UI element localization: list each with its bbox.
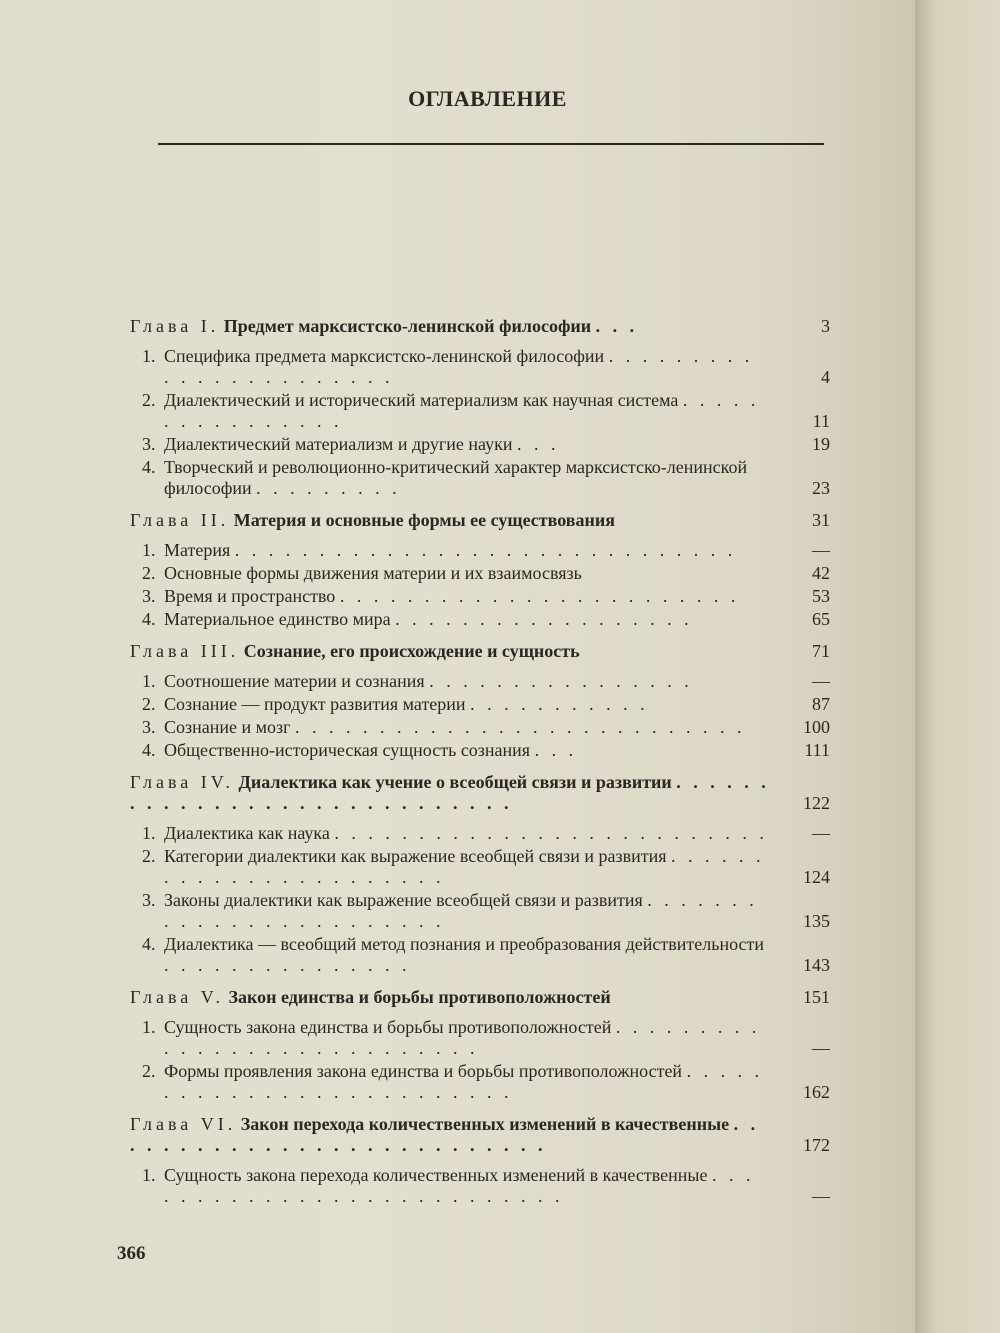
dot-leader: . . . . . . . . . . . . . . . . . . . . . . . . . . . . bbox=[164, 1017, 761, 1058]
item-title: Основные формы движения материи и их взаимосвязь bbox=[164, 563, 582, 583]
toc-item bbox=[130, 671, 830, 692]
item-title: Сознание и мозг bbox=[164, 717, 291, 737]
item-page-number: 53 bbox=[812, 586, 830, 606]
page-title: ОГЛАВЛЕНИЕ bbox=[408, 86, 567, 111]
chapter-lead: Глава I. bbox=[130, 316, 220, 336]
item-title: Время и пространство bbox=[164, 586, 336, 606]
item-page-number: 23 bbox=[812, 478, 830, 498]
chapter-lead: Глава III. bbox=[130, 641, 240, 661]
facing-page-edge bbox=[915, 0, 1000, 1333]
toc-item bbox=[130, 434, 830, 455]
dot-leader: . . . bbox=[595, 316, 639, 336]
item-number: 2. bbox=[142, 563, 156, 583]
toc-chapter bbox=[130, 1114, 830, 1207]
dot-leader: . . . . . . . . . . . . . . . . . . . . . . . . . . bbox=[334, 823, 768, 843]
item-title: Материальное единство мира bbox=[164, 609, 391, 629]
item-page-number: — bbox=[812, 540, 830, 560]
item-page-number: — bbox=[812, 1186, 830, 1206]
toc-item bbox=[130, 457, 830, 499]
item-number: 3. bbox=[142, 890, 156, 910]
item-number: 1. bbox=[142, 1165, 156, 1185]
toc-item bbox=[130, 609, 830, 630]
chapter-lead: Глава VI. bbox=[130, 1114, 237, 1134]
toc-item bbox=[130, 717, 830, 738]
item-title: Соотношение материи и сознания bbox=[164, 671, 425, 691]
toc-chapter bbox=[130, 987, 830, 1103]
toc-item bbox=[130, 1017, 830, 1059]
item-title: Формы проявления закона единства и борьбы противоположностей bbox=[164, 1061, 683, 1081]
toc-item bbox=[130, 934, 830, 976]
item-number: 3. bbox=[142, 586, 156, 606]
item-page-number: 135 bbox=[803, 911, 830, 931]
toc-item bbox=[130, 586, 830, 607]
toc-chapter-heading bbox=[130, 772, 830, 814]
toc-item bbox=[130, 390, 830, 432]
item-number: 2. bbox=[142, 846, 156, 866]
chapter-lead: Глава V. bbox=[130, 987, 224, 1007]
dot-leader: . . . . . . . . . bbox=[256, 478, 401, 498]
item-number: 4. bbox=[142, 457, 156, 477]
chapter-title: Закон единства и борьбы противоположностей bbox=[228, 987, 611, 1007]
page-number: 366 bbox=[117, 1243, 146, 1264]
item-title: Материя bbox=[164, 540, 231, 560]
item-title: Диалектика — всеобщий метод познания и преобразования действительности bbox=[164, 934, 765, 954]
dot-leader: . . . . . . . . . . . . . . . . . . . . . . . . bbox=[164, 890, 758, 931]
dot-leader: . . . bbox=[516, 434, 560, 454]
item-number: 2. bbox=[142, 390, 156, 410]
item-number: 1. bbox=[142, 823, 156, 843]
item-page-number: — bbox=[812, 1038, 830, 1058]
item-number: 1. bbox=[142, 346, 156, 366]
dot-leader: . . . . . . . . . . . bbox=[470, 694, 649, 714]
toc-item bbox=[130, 1061, 830, 1103]
dot-leader: . . . . . . . . . . . . . . . . bbox=[164, 390, 760, 431]
dot-leader: . . . . . . . . . . . . . . . . . . . . . . . . bbox=[339, 586, 740, 606]
item-title: Диалектический и исторический материализм как научная система bbox=[164, 390, 679, 410]
dot-leader: . . . . . . . . . . . . . . . . . . . . . . . . . . . bbox=[164, 1165, 755, 1206]
item-title: Творческий и революционно-критический характер марксистско-ленинской философии bbox=[164, 457, 748, 498]
table-of-contents bbox=[130, 316, 830, 1209]
item-title: Законы диалектики как выражение всеобщей связи и развития bbox=[164, 890, 643, 910]
dot-leader: . . . . . . . . . . . . . . . . . . . . . . . . . . bbox=[164, 1061, 764, 1102]
dot-leader: . . . . . . . . . . . . . . . bbox=[164, 955, 411, 975]
toc-item bbox=[130, 563, 830, 584]
chapter-lead: Глава IV. bbox=[130, 772, 234, 792]
chapter-page-number: 31 bbox=[812, 510, 830, 530]
toc-item bbox=[130, 540, 830, 561]
item-number: 4. bbox=[142, 934, 156, 954]
item-number: 2. bbox=[142, 1061, 156, 1081]
item-page-number: 100 bbox=[803, 717, 830, 737]
item-title: Сознание — продукт развития материи bbox=[164, 694, 466, 714]
item-title: Диалектика как наука bbox=[164, 823, 330, 843]
item-page-number: 111 bbox=[804, 740, 830, 760]
chapter-page-number: 172 bbox=[803, 1135, 830, 1155]
item-page-number: 87 bbox=[812, 694, 830, 714]
item-page-number: 19 bbox=[812, 434, 830, 454]
toc-chapter bbox=[130, 510, 830, 630]
toc-chapter bbox=[130, 641, 830, 761]
chapter-page-number: 151 bbox=[803, 987, 830, 1007]
dot-leader: . . . . . . . . . . . . . . . . . . . . . . . bbox=[164, 846, 765, 887]
toc-item bbox=[130, 694, 830, 715]
item-page-number: — bbox=[812, 823, 830, 843]
item-number: 3. bbox=[142, 717, 156, 737]
toc-chapter-heading bbox=[130, 510, 830, 531]
item-page-number: 42 bbox=[812, 563, 830, 583]
item-number: 3. bbox=[142, 434, 156, 454]
item-number: 1. bbox=[142, 671, 156, 691]
dot-leader: . . . . . . . . . . . . . . . . . . . . . . . . . . . bbox=[295, 717, 746, 737]
toc-chapter-heading bbox=[130, 987, 830, 1008]
item-title: Сущность закона перехода количественных изменений в качественные bbox=[164, 1165, 708, 1185]
item-number: 1. bbox=[142, 1017, 156, 1037]
item-number: 2. bbox=[142, 694, 156, 714]
item-page-number: 124 bbox=[803, 867, 830, 887]
toc-chapter bbox=[130, 316, 830, 499]
item-number: 4. bbox=[142, 740, 156, 760]
item-title: Общественно-историческая сущность сознания bbox=[164, 740, 531, 760]
dot-leader: . . . . . . . . . . . . . . . . . . . . . . . . . . . . . . bbox=[234, 540, 737, 560]
item-page-number: 162 bbox=[803, 1082, 830, 1102]
chapter-page-number: 122 bbox=[803, 793, 830, 813]
item-page-number: 65 bbox=[812, 609, 830, 629]
item-page-number: 11 bbox=[812, 411, 830, 431]
dot-leader: . . . . . . . . . . . . . . . . . . bbox=[395, 609, 693, 629]
chapter-title: Материя и основные формы ее существования bbox=[233, 510, 615, 530]
item-page-number: 4 bbox=[821, 367, 830, 387]
dot-leader: . . . bbox=[534, 740, 578, 760]
toc-chapter-heading bbox=[130, 1114, 830, 1156]
item-title: Категории диалектики как выражение всеобщей связи и развития bbox=[164, 846, 667, 866]
item-page-number: — bbox=[812, 671, 830, 691]
dot-leader: . . . . . . . . . . . . . . . . . . . . . . . . . . . bbox=[130, 1114, 760, 1155]
chapter-page-number: 71 bbox=[812, 641, 830, 661]
item-title: Диалектический материализм и другие науки bbox=[164, 434, 513, 454]
item-number: 1. bbox=[142, 540, 156, 560]
chapter-lead: Глава II. bbox=[130, 510, 230, 530]
toc-chapter-heading bbox=[130, 316, 830, 337]
chapter-title: Сознание, его происхождение и сущность bbox=[243, 641, 580, 661]
toc-item bbox=[130, 740, 830, 761]
item-number: 4. bbox=[142, 609, 156, 629]
item-title: Специфика предмета марксистско-ленинской философии bbox=[164, 346, 605, 366]
toc-chapter-heading bbox=[130, 641, 830, 662]
dot-leader: . . . . . . . . . . . . . . . . . . . . . . . . . . . . . bbox=[130, 772, 770, 813]
toc-item bbox=[130, 1165, 830, 1207]
chapter-title: Предмет марксистско-ленинской философии bbox=[223, 316, 592, 336]
item-page-number: 143 bbox=[803, 955, 830, 975]
toc-item bbox=[130, 823, 830, 844]
dot-leader: . . . . . . . . . . . . . . . . . . . . . . . bbox=[164, 346, 754, 387]
item-title: Сущность закона единства и борьбы противоположностей bbox=[164, 1017, 612, 1037]
toc-item bbox=[130, 846, 830, 888]
chapter-title: Закон перехода количественных изменений в качественные bbox=[240, 1114, 730, 1134]
toc-item bbox=[130, 890, 830, 932]
toc-chapter bbox=[130, 772, 830, 976]
chapter-title: Диалектика как учение о всеобщей связи и развитии bbox=[238, 772, 672, 792]
toc-item bbox=[130, 346, 830, 388]
title-rule bbox=[158, 143, 824, 145]
dot-leader: . . . . . . . . . . . . . . . . bbox=[429, 671, 693, 691]
chapter-page-number: 3 bbox=[821, 316, 830, 336]
